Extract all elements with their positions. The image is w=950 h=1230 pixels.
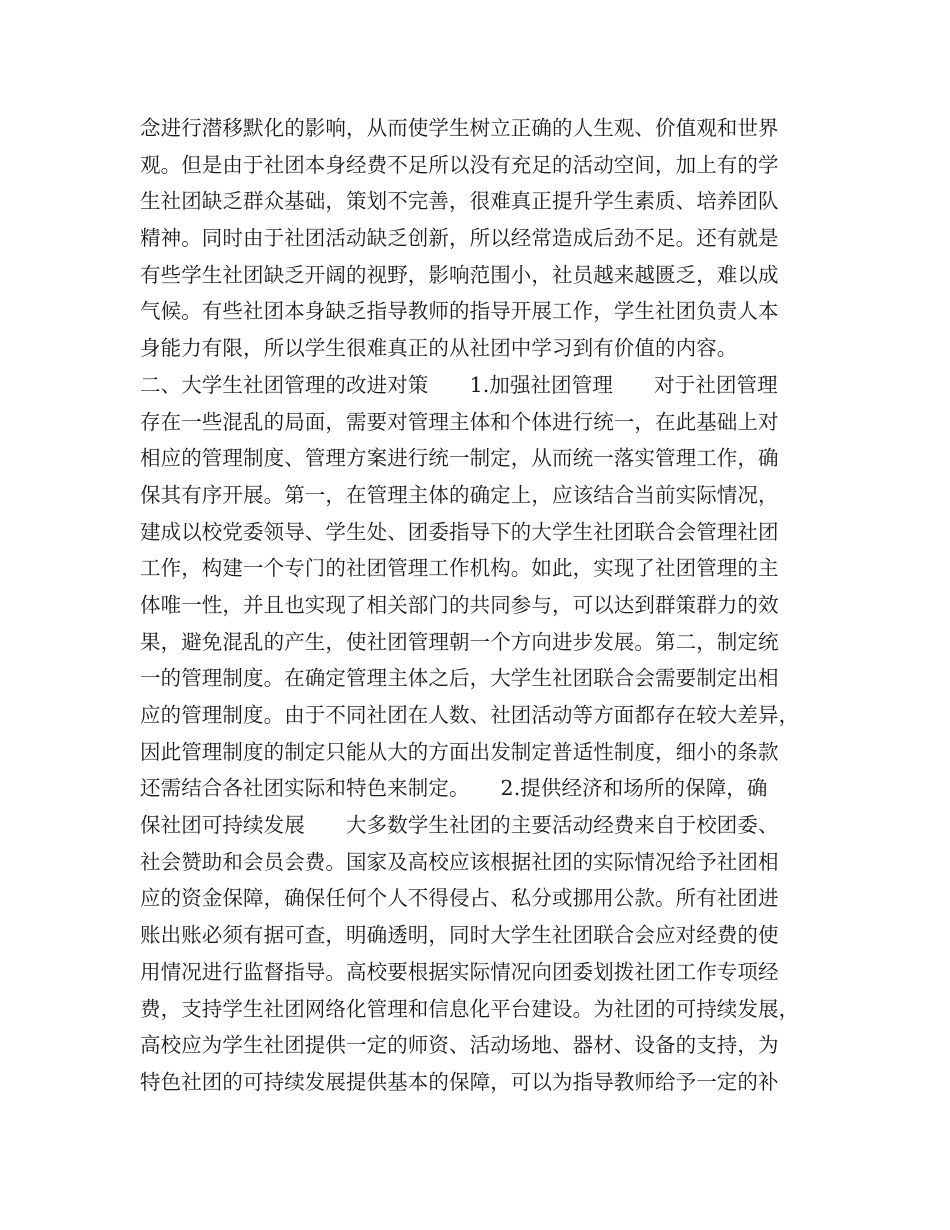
text-line: 因此管理制度的制定只能从大的方面出发制定普适性制度，细小的条款: [140, 739, 779, 764]
text-line: 费，支持学生社团网络化管理和信息化平台建设。为社团的可持续发展，: [140, 996, 800, 1021]
text-line: 应的管理制度。由于不同社团在人数、社团活动等方面都存在较大差异，: [140, 703, 800, 727]
text-line: 建成以校党委领导、学生处、团委指导下的大学生社团联合会管理社团: [140, 519, 779, 544]
text-line: 相应的管理制度、管理方案进行统一制定，从而统一落实管理工作，确: [140, 446, 779, 471]
text-line: 观。但是由于社团本身经费不足所以没有充足的活动空间，加上有的学: [140, 152, 779, 177]
text-line: 体唯一性，并且也实现了相关部门的共同参与，可以达到群策群力的效: [140, 592, 779, 617]
text-line: 账出账必须有据可查，明确透明，同时大学生社团联合会应对经费的使: [140, 923, 779, 948]
text-line: 气候。有些社团本身缺乏指导教师的指导开展工作，学生社团负责人本: [140, 299, 779, 324]
text-line: 身能力有限，所以学生很难真正的从社团中学习到有价值的内容。: [140, 336, 738, 361]
text-line: 用情况进行监督指导。高校要根据实际情况向团委划拨社团工作专项经: [140, 959, 779, 984]
text-line: 保社团可持续发展 大多数学生社团的主要活动经费来自于校团委、: [140, 813, 779, 838]
text-line: 有些学生社团缺乏开阔的视野，影响范围小，社员越来越匮乏，难以成: [140, 262, 779, 287]
text-line: 特色社团的可持续发展提供基本的保障，可以为指导教师给予一定的补: [140, 1069, 779, 1094]
text-line: 一的管理制度。在确定管理主体之后，大学生社团联合会需要制定出相: [140, 666, 779, 691]
text-line: 念进行潜移默化的影响，从而使学生树立正确的人生观、价值观和世界: [140, 116, 779, 140]
text-line: 保其有序开展。第一，在管理主体的确定上，应该结合当前实际情况，: [140, 482, 779, 507]
section-heading-line: 二、大学生社团管理的改进对策 1.加强社团管理 对于社团管理: [140, 372, 778, 397]
text-line: 高校应为学生社团提供一定的师资、活动场地、器材、设备的支持，为: [140, 1033, 779, 1058]
text-line: 存在一些混乱的局面，需要对管理主体和个体进行统一，在此基础上对: [140, 409, 779, 434]
text-line: 果，避免混乱的产生，使社团管理朝一个方向进步发展。第二，制定统: [140, 629, 779, 654]
text-line: 工作，构建一个专门的社团管理工作机构。如此，实现了社团管理的主: [140, 556, 779, 581]
text-line: 应的资金保障，确保任何个人不得侵占、私分或挪用公款。所有社团进: [140, 886, 779, 911]
text-line: 社会赞助和会员会费。国家及高校应该根据社团的实际情况给予社团相: [140, 849, 779, 874]
text-line: 精神。同时由于社团活动缺乏创新，所以经常造成后劲不足。还有就是: [140, 226, 779, 251]
text-line: 还需结合各社团实际和特色来制定。 2.提供经济和场所的保障，确: [140, 776, 768, 801]
text-line: 生社团缺乏群众基础，策划不完善，很难真正提升学生素质、培养团队: [140, 189, 779, 214]
body-text: [140, 110, 830, 1101]
